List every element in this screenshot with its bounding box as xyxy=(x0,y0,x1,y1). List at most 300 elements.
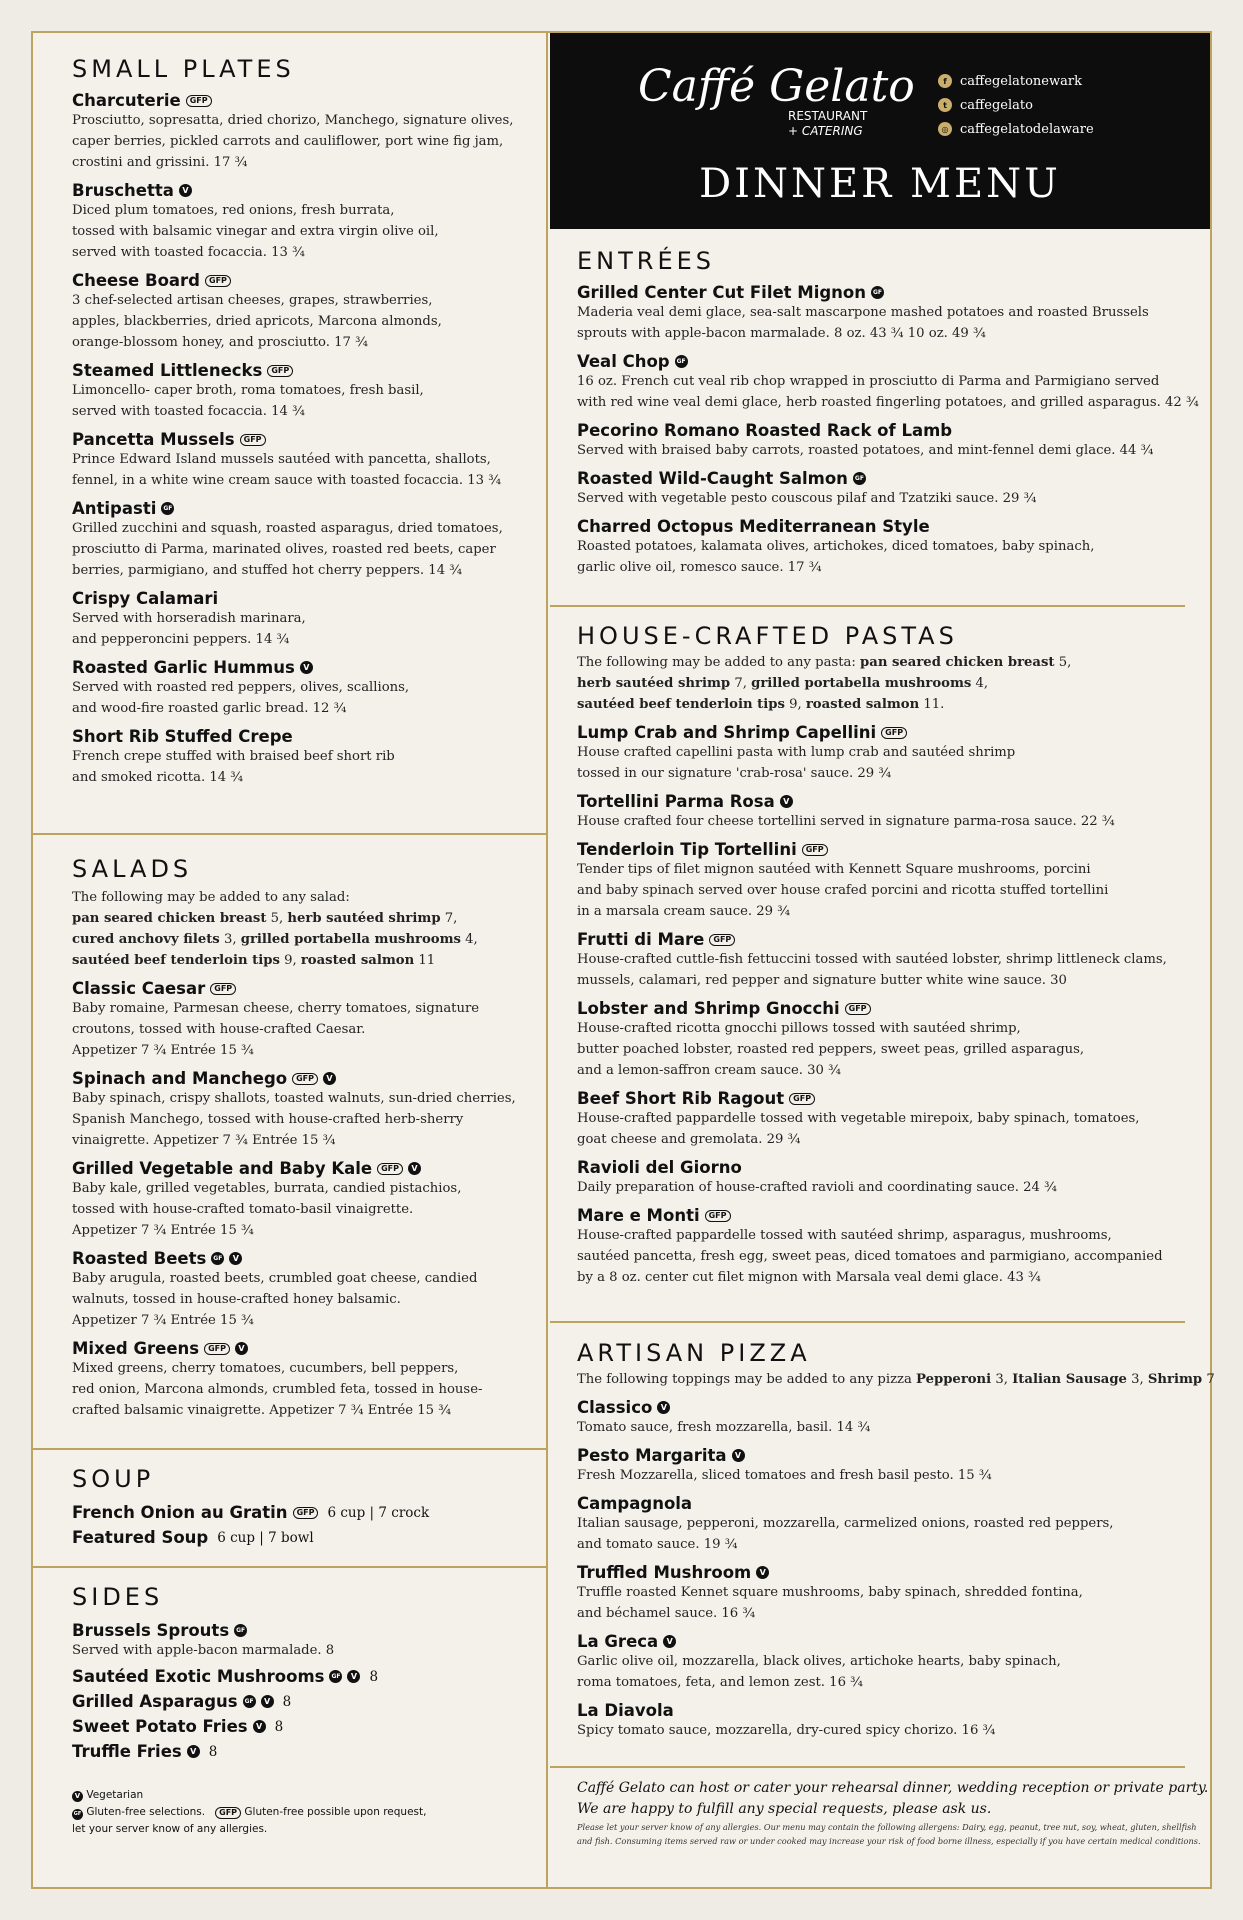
menu-item xyxy=(72,1069,546,1151)
menu-item xyxy=(577,999,1210,1081)
legend-gluten xyxy=(72,1804,546,1821)
section-title: HOUSE-CRAFTED PASTAS xyxy=(577,622,958,650)
salads-section xyxy=(33,855,546,1421)
item-description: crafted balsamic vinaigrette. Appetizer 7 ¾ Entrée 15 ¾ xyxy=(72,1403,452,1418)
menu-item xyxy=(577,1563,1210,1624)
gluten-free-possible-icon: GFP xyxy=(205,275,231,287)
menu-item xyxy=(72,361,546,422)
menu-item-name xyxy=(72,1621,546,1640)
item-title: Featured Soup xyxy=(72,1528,209,1547)
item-title: Grilled Vegetable and Baby Kale xyxy=(72,1159,373,1178)
divider xyxy=(33,1448,546,1450)
addon-text: grilled portabella mushrooms xyxy=(751,676,972,691)
menu-item xyxy=(577,1446,1210,1486)
footer-promo-line1: Caffé Gelato can host or cater your rehearsal dinner, wedding reception or private party. xyxy=(577,1780,1209,1796)
addon-text: 7, xyxy=(730,676,752,691)
item-title: Ravioli del Giorno xyxy=(577,1158,742,1177)
vegetarian-icon: V xyxy=(323,1072,336,1085)
menu-item-name xyxy=(577,421,1210,440)
addon-text: sautéed beef tenderloin tips xyxy=(577,697,785,712)
instagram-icon: ◎ xyxy=(938,122,952,136)
menu-item-name xyxy=(577,1494,1210,1513)
menu-item xyxy=(72,658,546,719)
pastas-section xyxy=(550,622,1210,1288)
menu-item-name xyxy=(72,1159,546,1178)
gluten-free-possible-icon: GFP xyxy=(802,844,828,856)
vegetarian-icon: V xyxy=(756,1566,769,1579)
menu-item xyxy=(577,1206,1210,1288)
gluten-free-possible-icon: GFP xyxy=(705,1210,731,1222)
divider xyxy=(33,1566,546,1568)
item-title: Truffle Fries xyxy=(72,1742,182,1761)
item-description: Served with horseradish marinara, xyxy=(72,611,306,626)
menu-item-name xyxy=(577,1701,1210,1720)
menu-item-name xyxy=(72,1069,546,1088)
item-description: by a 8 oz. center cut filet mignon with Marsala veal demi glace. 43 ¾ xyxy=(577,1270,1041,1285)
gluten-free-possible-icon: GFP xyxy=(709,934,735,946)
item-description: prosciutto di Parma, marinated olives, roasted red beets, caper xyxy=(72,542,496,557)
soup-list xyxy=(72,1503,546,1547)
footer-fine-line2: and fish. Consuming items served raw or under cooked may increase your risk of food borne illness, especially if you have certain medical conditions. xyxy=(577,1836,1201,1846)
menu-item-name xyxy=(577,1632,1210,1651)
item-title: Brussels Sprouts xyxy=(72,1621,230,1640)
item-description: Maderia veal demi glace, sea-salt mascarpone mashed potatoes and roasted Brussels xyxy=(577,305,1149,320)
addon-text: Shrimp xyxy=(1147,1372,1203,1387)
menu-item-name xyxy=(577,792,1210,811)
item-title: Grilled Asparagus xyxy=(72,1692,238,1711)
menu-item xyxy=(72,91,546,173)
addon-line xyxy=(577,1369,1215,1390)
item-title: Pancetta Mussels xyxy=(72,430,235,449)
menu-item xyxy=(577,517,1210,578)
item-title: Classic Caesar xyxy=(72,979,206,998)
pizza-list xyxy=(577,1398,1210,1741)
item-title: Lump Crab and Shrimp Capellini xyxy=(577,723,877,742)
menu-item-name xyxy=(577,1446,1210,1465)
addon-text: 11 xyxy=(414,953,436,968)
item-title: Frutti di Mare xyxy=(577,930,705,949)
legend-gf-text: Gluten-free selections. xyxy=(86,1806,206,1818)
footer-promo-line2: We are happy to fulfill any special requests, please ask us. xyxy=(577,1801,992,1817)
section-title: ARTISAN PIZZA xyxy=(577,1339,811,1367)
item-description: House-crafted pappardelle tossed with vegetable mirepoix, baby spinach, tomatoes, xyxy=(577,1111,1140,1126)
item-title: Charred Octopus Mediterranean Style xyxy=(577,517,930,536)
item-description: with red wine veal demi glace, herb roasted fingerling potatoes, and grilled asparagus. 42 ¾ xyxy=(577,395,1199,410)
item-description: Served with vegetable pesto couscous pilaf and Tzatziki sauce. 29 ¾ xyxy=(577,491,1037,506)
menu-item-name xyxy=(577,352,1210,371)
item-price: 6 cup | 7 bowl xyxy=(217,1529,314,1546)
item-title: Roasted Garlic Hummus xyxy=(72,658,295,677)
addon-text: 3, xyxy=(219,932,241,947)
item-description: sprouts with apple-bacon marmalade. 8 oz. 43 ¾ 10 oz. 49 ¾ xyxy=(577,326,986,341)
menu-item-name xyxy=(72,979,546,998)
item-price: 8 xyxy=(369,1668,379,1685)
menu-item xyxy=(577,1158,1210,1198)
menu-item-name xyxy=(72,1503,546,1522)
addon-text: The following may be added to any pasta: xyxy=(577,655,861,670)
divider xyxy=(33,833,546,835)
addon-text: The following toppings may be added to any pizza xyxy=(577,1372,917,1387)
item-description: vinaigrette. Appetizer 7 ¾ Entrée 15 ¾ xyxy=(72,1133,336,1148)
item-description: House-crafted pappardelle tossed with sautéed shrimp, asparagus, mushrooms, xyxy=(577,1228,1112,1243)
menu-item xyxy=(72,1692,546,1711)
gluten-free-possible-icon: GFP xyxy=(210,983,236,995)
menu-item xyxy=(72,589,546,650)
item-title: Tenderloin Tip Tortellini xyxy=(577,840,797,859)
item-title: La Diavola xyxy=(577,1701,674,1720)
item-description: goat cheese and gremolata. 29 ¾ xyxy=(577,1132,801,1147)
item-description: Garlic olive oil, mozzarella, black olives, artichoke hearts, baby spinach, xyxy=(577,1654,1061,1669)
entrees-section xyxy=(550,247,1210,578)
facebook-icon: f xyxy=(938,74,952,88)
menu-item xyxy=(577,930,1210,991)
item-description: and béchamel sauce. 16 ¾ xyxy=(577,1606,756,1621)
item-description: Baby arugula, roasted beets, crumbled goat cheese, candied xyxy=(72,1271,478,1286)
addon-line xyxy=(72,950,546,971)
item-description: apples, blackberries, dried apricots, Marcona almonds, xyxy=(72,314,442,329)
gluten-free-possible-icon: GFP xyxy=(789,1093,815,1105)
social-handle: caffegelato xyxy=(960,97,1033,113)
gluten-free-icon: GF xyxy=(211,1252,224,1265)
vegetarian-icon: V xyxy=(780,795,793,808)
menu-item xyxy=(577,1398,1210,1438)
brand-subtitle xyxy=(788,109,867,139)
menu-item-name xyxy=(72,499,546,518)
menu-item xyxy=(72,979,546,1061)
menu-item xyxy=(577,421,1210,461)
item-description: Baby spinach, crispy shallots, toasted walnuts, sun-dried cherries, xyxy=(72,1091,516,1106)
header-banner xyxy=(550,33,1210,229)
gluten-free-icon: GF xyxy=(871,286,884,299)
item-description: Served with braised baby carrots, roasted potatoes, and mint-fennel demi glace. 44 ¾ xyxy=(577,443,1154,458)
gluten-free-possible-icon: GFP xyxy=(240,434,266,446)
menu-item-name xyxy=(72,91,546,110)
footer-fine-line1: Please let your server know of any allergies. Our menu may contain the following allergens: Dairy, egg, peanut, tree nut, soy, wheat, gluten, shellfish xyxy=(577,1822,1197,1832)
menu-item-name xyxy=(577,469,1210,488)
social-link[interactable] xyxy=(938,69,1094,93)
menu-item xyxy=(72,1621,546,1661)
entrees-list xyxy=(577,283,1210,578)
item-description: and pepperoncini peppers. 14 ¾ xyxy=(72,632,290,647)
item-description: roma tomatoes, feta, and lemon zest. 16 ¾ xyxy=(577,1675,863,1690)
addon-text: 3, xyxy=(991,1372,1013,1387)
addon-text: 5, xyxy=(266,911,288,926)
menu-item xyxy=(577,283,1210,344)
addon-text: 9, xyxy=(784,697,806,712)
item-description: tossed with balsamic vinegar and extra virgin olive oil, xyxy=(72,224,439,239)
item-title: Mare e Monti xyxy=(577,1206,700,1225)
menu-item-name xyxy=(72,1742,546,1761)
social-link[interactable] xyxy=(938,117,1094,141)
addon-line xyxy=(577,652,1210,673)
menu-item xyxy=(577,352,1210,413)
item-description: Grilled zucchini and squash, roasted asparagus, dried tomatoes, xyxy=(72,521,503,536)
gluten-free-icon: GF xyxy=(234,1624,247,1637)
gluten-free-icon: GF xyxy=(329,1670,342,1683)
menu-item xyxy=(72,1742,546,1761)
menu-item xyxy=(577,840,1210,922)
item-title: Truffled Mushroom xyxy=(577,1563,752,1582)
divider xyxy=(550,1321,1185,1323)
addon-text: roasted salmon xyxy=(805,697,920,712)
salads-list xyxy=(72,979,546,1421)
item-description: garlic olive oil, romesco sauce. 17 ¾ xyxy=(577,560,822,575)
legend xyxy=(72,1787,546,1838)
item-description: Baby kale, grilled vegetables, burrata, candied pistachios, xyxy=(72,1181,462,1196)
vegetarian-icon: V xyxy=(229,1252,242,1265)
item-title: Campagnola xyxy=(577,1494,693,1513)
item-description: 3 chef-selected artisan cheeses, grapes, strawberries, xyxy=(72,293,433,308)
salads-intro: The following may be added to any salad: xyxy=(72,890,350,905)
addon-text: cured anchovy filets xyxy=(72,932,220,947)
item-description: House-crafted ricotta gnocchi pillows tossed with sautéed shrimp, xyxy=(577,1021,1021,1036)
vegetarian-icon: V xyxy=(187,1745,200,1758)
section-title: SOUP xyxy=(72,1465,155,1493)
item-description: Baby romaine, Parmesan cheese, cherry tomatoes, signature xyxy=(72,1001,480,1016)
item-description: croutons, tossed with house-crafted Caesar. xyxy=(72,1022,366,1037)
addon-text: 5, xyxy=(1054,655,1072,670)
addon-text: 4, xyxy=(971,676,989,691)
menu-item-name xyxy=(577,517,1210,536)
menu-item xyxy=(577,469,1210,509)
addon-text: Italian Sausage xyxy=(1012,1372,1127,1387)
item-description: Served with apple-bacon marmalade. 8 xyxy=(72,1643,335,1658)
addon-text: herb sautéed shrimp xyxy=(577,676,731,691)
brand-sub-catering: + CATERING xyxy=(788,124,863,138)
menu-item xyxy=(72,1249,546,1331)
menu-item-name xyxy=(72,1249,546,1268)
menu-item xyxy=(577,1089,1210,1150)
item-description: Served with roasted red peppers, olives, scallions, xyxy=(72,680,410,695)
item-title: Sautéed Exotic Mushrooms xyxy=(72,1667,325,1686)
vegetarian-icon: V xyxy=(253,1720,266,1733)
menu-item-name xyxy=(577,840,1210,859)
item-description: served with toasted focaccia. 14 ¾ xyxy=(72,404,305,419)
addon-text: 7 xyxy=(1202,1372,1215,1387)
menu-item-name xyxy=(577,1089,1210,1108)
menu-item-name xyxy=(72,1717,546,1736)
social-handle: caffegelatodelaware xyxy=(960,121,1094,137)
item-description: Appetizer 7 ¾ Entrée 15 ¾ xyxy=(72,1313,254,1328)
gluten-free-possible-icon: GFP xyxy=(845,1003,871,1015)
item-description: Limoncello- caper broth, roma tomatoes, fresh basil, xyxy=(72,383,424,398)
addon-text: roasted salmon xyxy=(300,953,415,968)
vegetarian-icon: V xyxy=(235,1342,248,1355)
addon-text: pan seared chicken breast xyxy=(860,655,1055,670)
item-description: French crepe stuffed with braised beef short rib xyxy=(72,749,395,764)
item-title: Pesto Margarita xyxy=(577,1446,727,1465)
vegetarian-icon: V xyxy=(72,1791,83,1802)
menu-item xyxy=(72,271,546,353)
item-description: Appetizer 7 ¾ Entrée 15 ¾ xyxy=(72,1223,254,1238)
item-title: Roasted Wild-Caught Salmon xyxy=(577,469,848,488)
section-title: SMALL PLATES xyxy=(72,55,295,83)
item-description: in a marsala cream sauce. 29 ¾ xyxy=(577,904,791,919)
item-description: Tomato sauce, fresh mozzarella, basil. 14 ¾ xyxy=(577,1420,871,1435)
menu-item xyxy=(577,723,1210,784)
menu-item-name xyxy=(72,589,546,608)
item-description: and tomato sauce. 19 ¾ xyxy=(577,1537,738,1552)
addon-line xyxy=(577,673,1210,694)
item-title: Mixed Greens xyxy=(72,1339,200,1358)
small-plates-list xyxy=(72,91,546,788)
item-description: and a lemon-saffron cream sauce. 30 ¾ xyxy=(577,1063,841,1078)
menu-item-name xyxy=(72,181,546,200)
gluten-free-icon: GF xyxy=(243,1695,256,1708)
gluten-free-icon: GF xyxy=(72,1809,83,1820)
item-title: Classico xyxy=(577,1398,653,1417)
gluten-free-possible-icon: GFP xyxy=(204,1343,230,1355)
divider xyxy=(550,1766,1185,1768)
item-description: served with toasted focaccia. 13 ¾ xyxy=(72,245,305,260)
item-description: and smoked ricotta. 14 ¾ xyxy=(72,770,244,785)
item-description: caper berries, pickled carrots and cauliflower, port wine fig jam, xyxy=(72,134,504,149)
menu-item-name xyxy=(72,727,546,746)
section-title: ENTRÉES xyxy=(577,247,716,275)
salads-addons xyxy=(72,908,546,971)
menu-item-name xyxy=(577,930,1210,949)
divider xyxy=(550,605,1185,607)
item-description: House crafted capellini pasta with lump crab and sautéed shrimp xyxy=(577,745,1016,760)
addon-line xyxy=(577,694,1210,715)
social-links xyxy=(938,69,1094,141)
addon-text: sautéed beef tenderloin tips xyxy=(72,953,280,968)
legend-gfp-text: Gluten-free possible upon request, xyxy=(244,1806,427,1818)
menu-item xyxy=(577,1494,1210,1555)
menu-item-name xyxy=(577,999,1210,1018)
item-title: Antipasti xyxy=(72,499,157,518)
menu-item-name xyxy=(577,1158,1210,1177)
twitter-icon: t xyxy=(938,98,952,112)
item-description: walnuts, tossed in house-crafted honey balsamic. xyxy=(72,1292,401,1307)
item-price: 8 xyxy=(274,1718,284,1735)
item-description: Truffle roasted Kennet square mushrooms, baby spinach, shredded fontina, xyxy=(577,1585,1083,1600)
sides-list xyxy=(72,1621,546,1761)
gluten-free-possible-icon: GFP xyxy=(293,1507,319,1519)
item-description: and baby spinach served over house crafed porcini and ricotta stuffed tortellini xyxy=(577,883,1109,898)
vegetarian-icon: V xyxy=(261,1695,274,1708)
item-title: Tortellini Parma Rosa xyxy=(577,792,775,811)
menu-item-name xyxy=(577,1206,1210,1225)
item-title: Sweet Potato Fries xyxy=(72,1717,248,1736)
item-title: La Greca xyxy=(577,1632,659,1651)
brand-sub-restaurant: RESTAURANT xyxy=(788,109,868,123)
item-description: and wood-fire roasted garlic bread. 12 ¾ xyxy=(72,701,347,716)
item-title: Steamed Littlenecks xyxy=(72,361,263,380)
item-description: orange-blossom honey, and prosciutto. 17 ¾ xyxy=(72,335,368,350)
gluten-free-possible-icon: GFP xyxy=(881,727,907,739)
menu-item-name xyxy=(577,723,1210,742)
footer xyxy=(550,1778,1210,1848)
item-title: Spinach and Manchego xyxy=(72,1069,288,1088)
gluten-free-possible-icon: GFP xyxy=(186,95,212,107)
vegetarian-icon: V xyxy=(347,1670,360,1683)
addon-text: Pepperoni xyxy=(916,1372,992,1387)
menu-item-name xyxy=(577,1398,1210,1417)
social-link[interactable] xyxy=(938,93,1094,117)
item-title: Crispy Calamari xyxy=(72,589,219,608)
legend-veg-text: Vegetarian xyxy=(86,1789,144,1801)
vegetarian-icon: V xyxy=(300,661,313,674)
item-price: 6 cup | 7 crock xyxy=(327,1504,430,1521)
item-description: House-crafted cuttle-fish fettuccini tossed with sautéed lobster, shrimp littleneck clams, xyxy=(577,952,1167,967)
item-description: butter poached lobster, roasted red peppers, sweet peas, grilled asparagus, xyxy=(577,1042,1085,1057)
item-title: Charcuterie xyxy=(72,91,181,110)
item-description: Fresh Mozzarella, sliced tomatoes and fresh basil pesto. 15 ¾ xyxy=(577,1468,992,1483)
item-description: House crafted four cheese tortellini served in signature parma-rosa sauce. 22 ¾ xyxy=(577,814,1115,829)
menu-item-name xyxy=(577,1563,1210,1582)
item-description: Daily preparation of house-crafted ravioli and coordinating sauce. 24 ¾ xyxy=(577,1180,1057,1195)
item-description: tossed in our signature 'crab-rosa' sauce. 29 ¾ xyxy=(577,766,892,781)
item-description: mussels, calamari, red pepper and signature butter white wine sauce. 30 xyxy=(577,973,1067,988)
item-description: sautéed pancetta, fresh egg, sweet peas, diced tomatoes and parmigiano, accompanied xyxy=(577,1249,1163,1264)
menu-item xyxy=(72,1503,546,1522)
menu-item xyxy=(72,181,546,263)
vegetarian-icon: V xyxy=(663,1635,676,1648)
menu-item-name xyxy=(72,1667,546,1686)
item-description: crostini and grissini. 17 ¾ xyxy=(72,155,248,170)
item-title: Pecorino Romano Roasted Rack of Lamb xyxy=(577,421,953,440)
gluten-free-possible-icon: GFP xyxy=(215,1807,241,1819)
addon-text: pan seared chicken breast xyxy=(72,911,267,926)
menu-item-name xyxy=(577,283,1210,302)
menu-item xyxy=(72,499,546,581)
item-title: Grilled Center Cut Filet Mignon xyxy=(577,283,867,302)
vegetarian-icon: V xyxy=(732,1449,745,1462)
item-description: berries, parmigiano, and stuffed hot cherry peppers. 14 ¾ xyxy=(72,563,463,578)
menu-item-name xyxy=(72,430,546,449)
left-column xyxy=(33,33,548,1887)
section-title: SIDES xyxy=(72,1583,164,1611)
menu-item-name xyxy=(72,1692,546,1711)
menu-item-name xyxy=(72,1339,546,1358)
menu-item xyxy=(72,1717,546,1736)
item-description: Prosciutto, sopresatta, dried chorizo, Manchego, signature olives, xyxy=(72,113,514,128)
item-description: Appetizer 7 ¾ Entrée 15 ¾ xyxy=(72,1043,254,1058)
gluten-free-icon: GF xyxy=(675,355,688,368)
item-title: Roasted Beets xyxy=(72,1249,207,1268)
legend-allergy: let your server know of any allergies. xyxy=(72,1823,268,1835)
menu-item xyxy=(72,1339,546,1421)
vegetarian-icon: V xyxy=(408,1162,421,1175)
item-description: Spicy tomato sauce, mozzarella, dry-cured spicy chorizo. 16 ¾ xyxy=(577,1723,996,1738)
section-title: SALADS xyxy=(72,855,193,883)
addon-text: 3, xyxy=(1126,1372,1148,1387)
item-title: French Onion au Gratin xyxy=(72,1503,288,1522)
item-description: Mixed greens, cherry tomatoes, cucumbers, bell peppers, xyxy=(72,1361,459,1376)
addon-text: 9, xyxy=(279,953,301,968)
addon-line xyxy=(72,929,546,950)
menu-item xyxy=(72,1528,546,1547)
menu-item-name xyxy=(72,271,546,290)
pizza-addons xyxy=(577,1369,1215,1390)
brand-logo: Caffé Gelato xyxy=(638,61,915,112)
item-description: tossed with house-crafted tomato-basil vinaigrette. xyxy=(72,1202,414,1217)
menu-item xyxy=(72,1159,546,1241)
menu-item xyxy=(72,1667,546,1686)
addon-text: 4, xyxy=(460,932,478,947)
item-title: Cheese Board xyxy=(72,271,200,290)
item-price: 8 xyxy=(282,1693,292,1710)
addon-text: 11. xyxy=(919,697,945,712)
item-description: Prince Edward Island mussels sautéed with pancetta, shallots, xyxy=(72,452,491,467)
page-title: DINNER MENU xyxy=(699,161,1061,207)
pastas-addons xyxy=(577,652,1210,715)
gluten-free-possible-icon: GFP xyxy=(377,1163,403,1175)
sides-section xyxy=(33,1583,546,1838)
pizza-section xyxy=(550,1339,1215,1741)
item-title: Lobster and Shrimp Gnocchi xyxy=(577,999,840,1018)
